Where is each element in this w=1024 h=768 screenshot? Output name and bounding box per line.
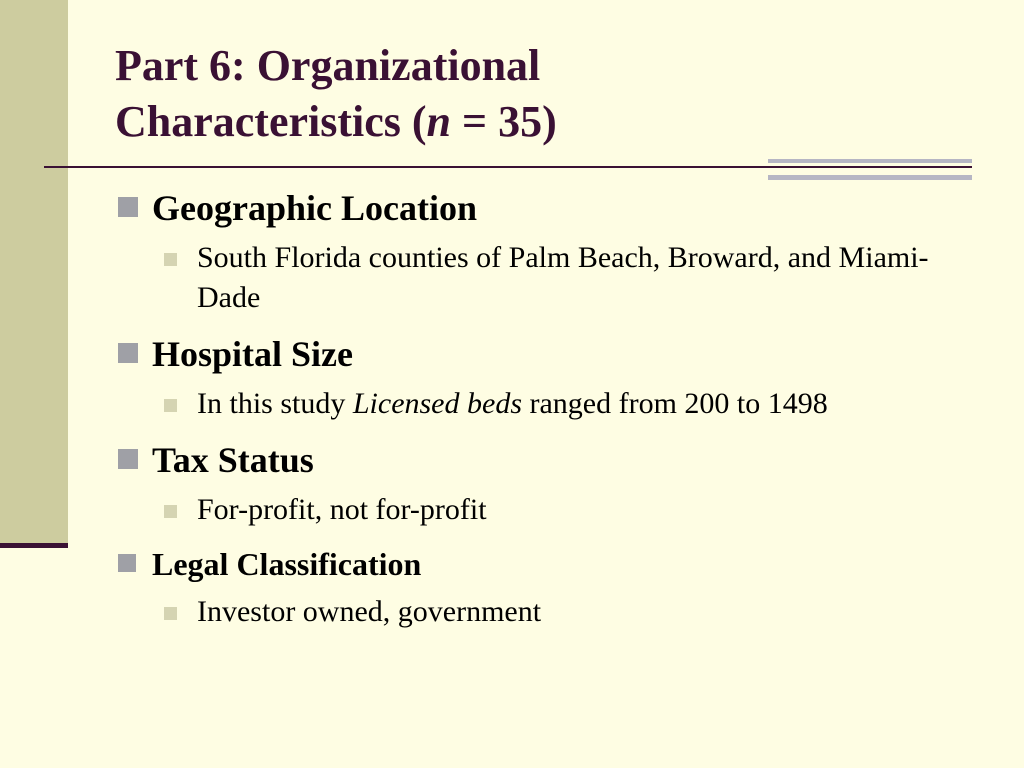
left-band-rule	[0, 543, 68, 548]
accent-bar-top	[768, 159, 972, 163]
bullet-heading: Legal Classification	[152, 546, 422, 582]
sub-bullet-hospital-size	[162, 384, 976, 424]
bullet-hospital-size	[116, 330, 976, 378]
sub-bullet-geographic-location	[162, 238, 976, 318]
title-line-2-suffix: = 35)	[451, 97, 557, 146]
left-decorative-band	[0, 0, 68, 548]
bullet-tax-status	[116, 436, 976, 484]
title-divider-rule	[44, 166, 972, 168]
bullet-geographic-location	[116, 184, 976, 232]
sub-bullet-tax-status	[162, 490, 976, 530]
title-line-1: Part 6: Organizational	[115, 41, 541, 90]
sub-bullet-prefix: In this study	[197, 387, 353, 420]
bullet-heading: Tax Status	[152, 440, 314, 480]
sub-bullet-suffix: ranged from 200 to 1498	[522, 387, 828, 420]
small-square-bullet-icon	[164, 505, 177, 518]
sub-bullet-legal-classification	[162, 592, 976, 632]
sub-bullet-italic: Licensed beds	[352, 387, 522, 420]
square-bullet-icon	[118, 554, 136, 572]
bullet-heading: Geographic Location	[152, 188, 477, 228]
square-bullet-icon	[118, 449, 138, 469]
slide-title	[115, 38, 995, 150]
title-line-2	[115, 94, 995, 150]
square-bullet-icon	[118, 343, 138, 363]
title-n-variable: n	[426, 97, 452, 146]
sub-bullet-text: For-profit, not for-profit	[197, 493, 487, 526]
small-square-bullet-icon	[164, 399, 177, 412]
accent-bar-bottom	[768, 175, 972, 180]
square-bullet-icon	[118, 197, 138, 217]
bullet-heading: Hospital Size	[152, 334, 354, 374]
sub-bullet-text: Investor owned, government	[197, 595, 542, 628]
sub-bullet-text: South Florida counties of Palm Beach, Broward, and Miami-Dade	[197, 241, 929, 314]
small-square-bullet-icon	[164, 607, 177, 620]
bullet-legal-classification	[116, 542, 976, 586]
title-line-2-prefix: Characteristics (	[115, 97, 427, 146]
small-square-bullet-icon	[164, 253, 177, 266]
bullet-list	[116, 184, 976, 632]
